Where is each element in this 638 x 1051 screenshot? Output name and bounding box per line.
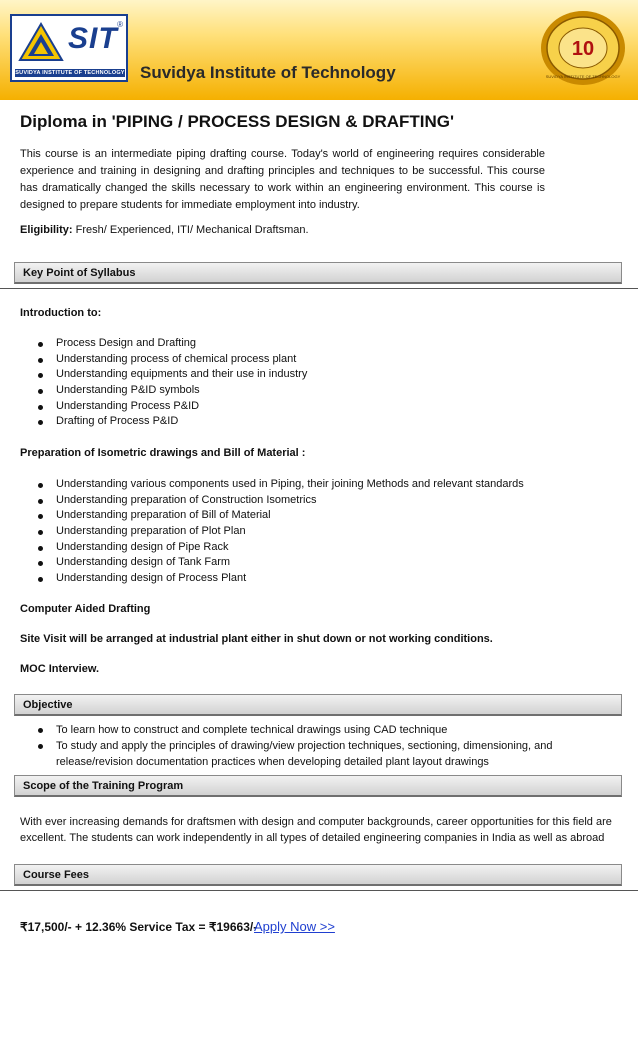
list-item: To study and apply the principles of drawing/view projection techniques, sectioning, dimensioning, and release/revision documentation practices when developing detailed plant layout drawings	[36, 738, 596, 770]
objective-heading-bar	[14, 694, 622, 716]
list-item: Understanding design of Tank Farm	[36, 555, 524, 571]
eligibility-line	[20, 224, 625, 236]
seal-caption: SUVIDYA INSTITUTE OF TECHNOLOGY	[545, 74, 621, 79]
list-item: Understanding design of Pipe Rack	[36, 540, 524, 556]
list-item: Understanding design of Process Plant	[36, 571, 524, 587]
syllabus-heading-bar	[14, 262, 622, 284]
fees-heading: Course Fees	[23, 869, 90, 881]
isometric-heading: Preparation of Isometric drawings and Bill of Material :	[20, 447, 306, 459]
page-title: Diploma in 'PIPING / PROCESS DESIGN & DRAFTING'	[20, 112, 455, 131]
intro-list	[36, 336, 307, 430]
list-item: To learn how to construct and complete technical drawings using CAD technique	[36, 722, 596, 738]
list-item: Process Design and Drafting	[36, 336, 307, 352]
scope-heading-bar	[14, 775, 622, 797]
list-item: Understanding process of chemical process plant	[36, 352, 307, 368]
triangle-logo-icon	[18, 22, 64, 62]
institute-name: Suvidya Institute of Technology	[140, 63, 396, 82]
apply-now-link[interactable]: Apply Now >>	[254, 919, 335, 934]
divider	[0, 890, 638, 891]
scope-text: With ever increasing demands for draftsmen with design and computer backgrounds, career opportunities for this field are excellent. The students can work independently in all types of detailed engineering companies in India as well as abroad	[20, 816, 612, 844]
eligibility-value: Fresh/ Experienced, ITI/ Mechanical Draftsman.	[75, 224, 309, 236]
list-item: Drafting of Process P&ID	[36, 414, 307, 430]
logo-subtitle: SUVIDYA INSTITUTE OF TECHNOLOGY	[15, 70, 125, 76]
divider	[0, 288, 638, 289]
syllabus-heading: Key Point of Syllabus	[23, 267, 136, 279]
sit-logo[interactable]	[10, 14, 128, 82]
course-intro	[20, 112, 625, 236]
seal-number: 10	[571, 38, 595, 60]
list-item: Understanding P&ID symbols	[36, 383, 307, 399]
moc-line: MOC Interview.	[20, 663, 100, 675]
objective-list	[36, 722, 596, 770]
list-item: Understanding preparation of Bill of Material	[36, 508, 524, 524]
fees-text: ₹17,500/- + 12.36% Service Tax = ₹19663/-	[20, 920, 258, 934]
fees-heading-bar	[14, 864, 622, 886]
registered-mark: ®	[117, 20, 123, 29]
intro-heading: Introduction to:	[20, 307, 102, 319]
isometric-list	[36, 477, 524, 587]
logo-text: SIT	[68, 22, 118, 55]
list-item: Understanding equipments and their use in industry	[36, 367, 307, 383]
site-visit-line: Site Visit will be arranged at industrial plant either in shut down or not working conditions.	[20, 633, 493, 645]
list-item: Understanding Process P&ID	[36, 399, 307, 415]
course-description: This course is an intermediate piping drafting course. Today's world of engineering requires considerable experience and training in designing and drafting principles and techniques to be successful. This course has dramatically changed the skills necessary to work within an engineering environment. This course is designed to prepare students for immediate employment into industry.	[20, 148, 545, 211]
objective-heading: Objective	[23, 699, 73, 711]
anniversary-seal-icon	[538, 8, 628, 88]
header-banner	[0, 0, 638, 100]
list-item: Understanding various components used in Piping, their joining Methods and relevant standards	[36, 477, 524, 493]
scope-heading: Scope of the Training Program	[23, 780, 184, 792]
list-item: Understanding preparation of Construction Isometrics	[36, 493, 524, 509]
list-item: Understanding preparation of Plot Plan	[36, 524, 524, 540]
eligibility-label: Eligibility:	[20, 224, 73, 236]
cad-line: Computer Aided Drafting	[20, 603, 151, 615]
